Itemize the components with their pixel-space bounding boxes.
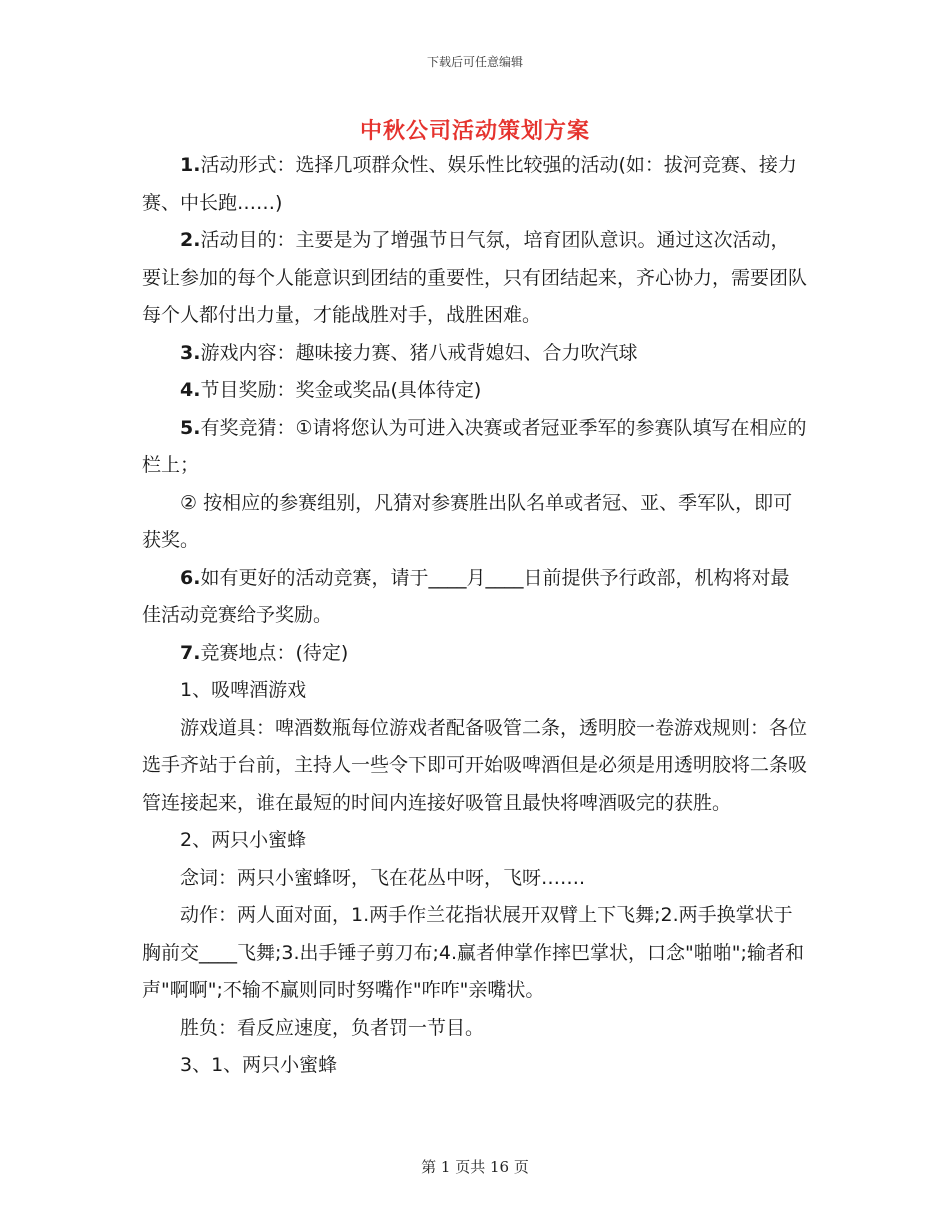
paragraph-text: 活动形式：选择几项群众性、娱乐性比较强的活动(如：拔河竞赛、接力赛、中长跑……) — [142, 154, 797, 214]
page-header-note: 下载后可任意编辑 — [426, 55, 523, 69]
page-footer: 第 1 页共 16 页 — [421, 1158, 529, 1176]
paragraph-text: 竞赛地点：(待定) — [200, 641, 349, 664]
paragraph-text: 游戏道具：啤酒数瓶每位游戏者配备吸管二条，透明胶一卷游戏规则：各位选手齐站于台前，主持人一些令下即可开始吸啤酒但是必须是用透明胶将二条吸管连接起来，谁在最短的时间内连接好吸管且最快将啤酒吸完的获胜。 — [142, 716, 808, 814]
paragraph — [142, 222, 807, 335]
paragraph — [142, 147, 807, 222]
paragraph-text: 1、吸啤酒游戏 — [180, 679, 307, 701]
paragraph-text: 2、两只小蜜蜂 — [180, 829, 307, 851]
paragraph — [142, 860, 807, 898]
paragraph-text: 活动目的：主要是为了增强节日气氛，培育团队意识。通过这次活动，要让参加的每个人能意识到团结的重要性，只有团结起来，齐心协力，需要团队每个人都付出力量，才能战胜对手，战胜困难。 — [142, 229, 808, 326]
paragraph-text: 节目奖励：奖金或奖品(具体待定) — [200, 379, 482, 401]
paragraph-text: 游戏内容：趣味接力赛、猪八戒背媳妇、合力吹汽球 — [200, 341, 638, 364]
paragraph-text: 3、1、两只小蜜蜂 — [180, 1054, 338, 1076]
paragraph-text: 念词：两只小蜜蜂呀，飞在花丛中呀，飞呀……. — [180, 866, 586, 889]
paragraph-number: 5. — [180, 416, 201, 439]
paragraph-number: 6. — [180, 566, 201, 589]
paragraph-text: 如有更好的活动竞赛，请于____月____日前提供予行政部，机构将对最佳活动竞赛给予奖励。 — [142, 566, 790, 626]
paragraph — [142, 410, 807, 485]
paragraph — [142, 335, 807, 373]
paragraph-number: 2. — [180, 229, 201, 251]
section-heading — [142, 1047, 807, 1085]
paragraph-number: 3. — [180, 341, 201, 364]
paragraph — [142, 897, 807, 1010]
paragraph-text: 胜负：看反应速度，负者罚一节目。 — [180, 1016, 485, 1039]
paragraph-text: ② 按相应的参赛组别，凡猜对参赛胜出队名单或者冠、亚、季军队，即可获奖。 — [142, 491, 793, 551]
paragraph-number: 4. — [180, 379, 201, 401]
paragraph — [142, 485, 807, 560]
paragraph — [142, 560, 807, 635]
document-body — [142, 147, 807, 1085]
paragraph — [142, 372, 807, 410]
paragraph-number: 1. — [180, 154, 201, 176]
paragraph — [142, 635, 807, 673]
section-heading — [142, 672, 807, 710]
paragraph — [142, 710, 807, 823]
paragraph — [142, 1010, 807, 1048]
paragraph-number: 7. — [180, 641, 201, 664]
document-title: 中秋公司活动策划方案 — [359, 119, 590, 144]
section-heading — [142, 822, 807, 860]
paragraph-text: 动作：两人面对面，1.两手作兰花指状展开双臂上下飞舞;2.两手换掌状于胸前交____飞舞;3.出手锤子剪刀布;4.赢者伸掌作摔巴掌状，口念"啪啪";输者和声"啊啊";不输不赢则同时努嘴作"咋咋"亲嘴状。 — [142, 904, 804, 1001]
paragraph-text: 有奖竞猜：①请将您认为可进入决赛或者冠亚季军的参赛队填写在相应的栏上； — [142, 416, 807, 476]
